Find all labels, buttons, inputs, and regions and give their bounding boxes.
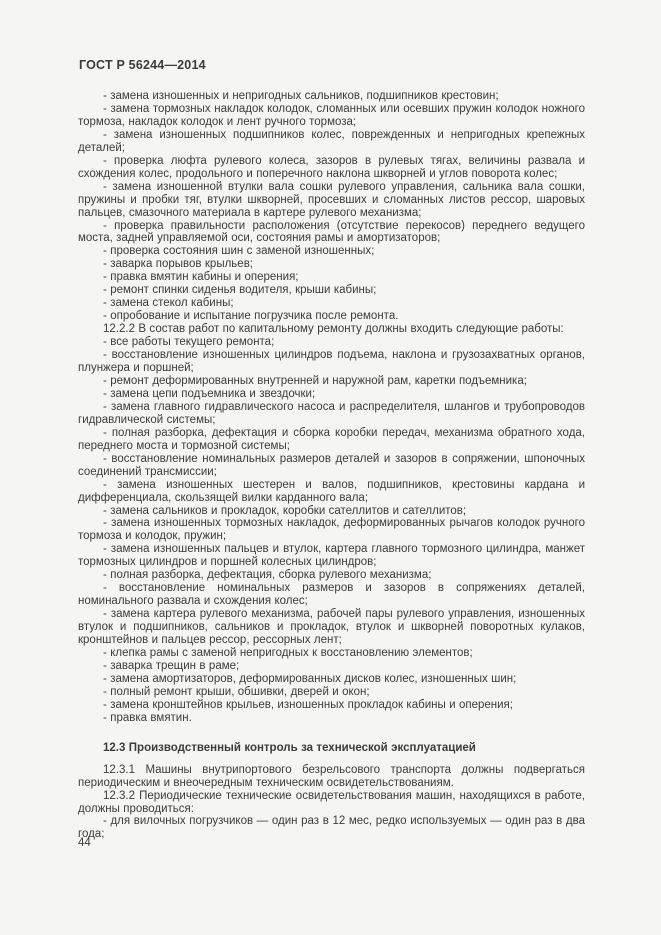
list-item: - замена изношенных тормозных накладок, деформированных рычагов колодок ручного тормоза и колодок, пружин;: [78, 517, 585, 543]
paragraph: 12.3.2 Периодические технические освидетельствования машин, находящихся в работе, должны проводиться:: [78, 789, 585, 815]
list-item: - замена главного гидравлического насоса и распределителя, шлангов и трубопроводов гидравлической системы;: [78, 400, 585, 426]
list-item: - ремонт спинки сиденья водителя, крыши кабины;: [103, 284, 377, 297]
list-item: - проверка состояния шин с заменой изношенных;: [103, 245, 375, 258]
list-item: - заварка порывов крыльев;: [103, 258, 253, 271]
paragraph: 12.3.1 Машины внутрипортового безрельсового транспорта должны подвергаться периодическим и внеочередным техническим освидетельствованиям.: [78, 763, 585, 789]
list-item: - восстановление номинальных размеров и зазоров в сопряжениях деталей, номинального развала и схождения колес;: [78, 582, 585, 608]
list-item: - проверка люфта рулевого колеса, зазоров в рулевых тягах, величины развала и схождения колес, продольного и поперечного наклона шкворней и углов поворота колес;: [78, 154, 585, 180]
list-item: - все работы текущего ремонта;: [103, 336, 275, 349]
list-item: - замена изношенных и непригодных сальников, подшипников крестовин;: [103, 90, 499, 102]
list-item: - замена амортизаторов, деформированных дисков колес, изношенных шин;: [103, 672, 517, 685]
list-item: - замена изношенных подшипников колес, поврежденных и непригодных крепежных деталей;: [78, 128, 585, 154]
list-item: - опробование и испытание погрузчика после ремонта.: [103, 310, 399, 323]
list-item: - проверка правильности расположения (отсутствие перекосов) переднего ведущего моста, задней управляемой оси, состояния рамы и амортизаторов;: [78, 219, 585, 245]
document-header-title: ГОСТ Р 56244—2014: [79, 58, 206, 72]
list-item: - замена картера рулевого механизма, рабочей пары рулевого управления, изношенных втулок и подшипников, сальников и прокладок, втулок и шкворней поворотных кулаков, кронштейнов и пальцев рессор, рессорных лент;: [78, 608, 585, 647]
list-item: - правка вмятин.: [103, 711, 192, 724]
list-item: - восстановление номинальных размеров деталей и зазоров в сопряжении, шпоночных соединений трансмиссии;: [78, 452, 585, 478]
list-item: - замена стекол кабины;: [103, 297, 234, 310]
list-item: - заварка трещин в раме;: [103, 659, 240, 672]
page-number: 44: [78, 837, 91, 849]
list-item: - правка вмятин кабины и оперения;: [103, 271, 299, 284]
list-item: - полный ремонт крыши, обшивки, дверей и окон;: [103, 685, 370, 698]
list-item: - восстановление изношенных цилиндров подъема, наклона и грузозахватных органов, плунжера и поршней;: [78, 349, 585, 375]
document-body: [78, 90, 585, 841]
list-item: - замена изношенных шестерен и валов, подшипников, крестовины кардана и дифференциала, скользящей вилки карданного вала;: [78, 478, 585, 504]
section-heading: 12.3 Производственный контроль за технической эксплуатацией: [103, 741, 476, 754]
list-item: - полная разборка, дефектация и сборка коробки передач, механизма обратного хода, переднего моста и тормозной системы;: [78, 426, 585, 452]
paragraph: 12.2.2 В состав работ по капитальному ремонту должны входить следующие работы:: [103, 323, 564, 336]
list-item: - замена тормозных накладок колодок, сломанных или осевших пружин колодок ножного тормоза, накладок колодок и лент ручного тормоза;: [78, 102, 585, 128]
list-item: - ремонт деформированных внутренней и наружной рам, каретки подъемника;: [103, 374, 527, 387]
list-item: - для вилочных погрузчиков — один раз в 12 мес, редко используемых — один раз в два года;: [78, 815, 585, 841]
list-item: - замена изношенных пальцев и втулок, картера главного тормозного цилиндра, манжет тормозных цилиндров и поршней колесных цилиндров;: [78, 543, 585, 569]
list-item: - замена цепи подъемника и звездочки;: [103, 387, 316, 400]
list-item: - полная разборка, дефектация, сборка рулевого механизма;: [103, 569, 432, 582]
list-item: - клепка рамы с заменой непригодных к восстановлению элементов;: [103, 646, 473, 659]
list-item: - замена сальников и прокладок, коробки сателлитов и сателлитов;: [103, 504, 467, 517]
list-item: - замена кронштейнов крыльев, изношенных прокладок кабины и оперения;: [103, 698, 513, 711]
list-item: - замена изношенной втулки вала сошки рулевого управления, сальника вала сошки, пружины и пробки тяг, втулки шкворней, просевших и сломанных листов рессор, шаровых пальцев, смазочного материала в картере рулевого механизма;: [78, 180, 585, 219]
